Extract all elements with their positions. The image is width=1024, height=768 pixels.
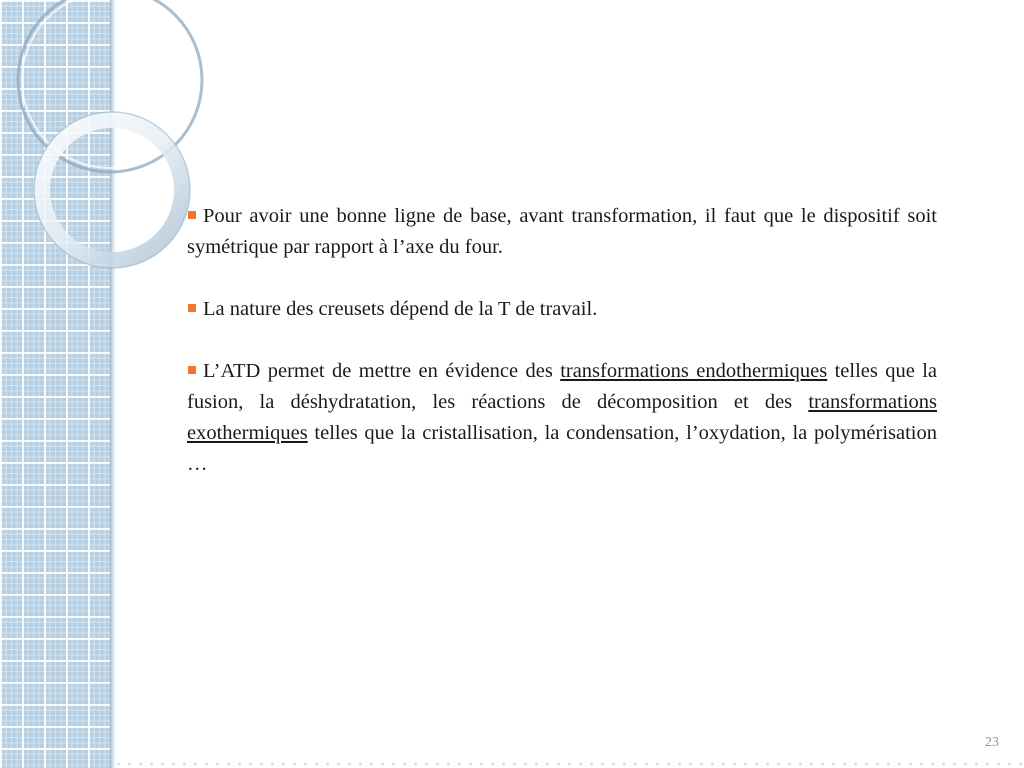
underlined-term-endothermic: transformations endothermiques (560, 360, 828, 382)
bullet-item-crucibles (187, 294, 937, 325)
slide-body (187, 201, 937, 511)
square-bullet-icon (188, 211, 196, 219)
bullet-item-atd (187, 356, 937, 480)
bullet-text: La nature des creusets dépend de la T de travail. (203, 298, 598, 320)
decorative-rings-icon (0, 0, 200, 320)
bottom-dot-border (113, 760, 1024, 768)
underlined-term-exothermic: transformations exothermiques (187, 391, 937, 444)
bullet-item-baseline (187, 201, 937, 263)
square-bullet-icon (188, 366, 196, 374)
bullet-text-part: telles que la cristallisation, la condensation, l’oxydation, la polymérisation … (187, 422, 937, 475)
bullet-text-part: telles que la fusion, la déshydratation, les réactions de décomposition et des (187, 360, 938, 413)
bullet-text: Pour avoir une bonne ligne de base, avant transformation, il faut que le dispositif soit symétrique par rapport à l’axe du four. (187, 205, 937, 258)
bullet-text-part: L’ATD permet de mettre en évidence des (203, 360, 561, 382)
page-number: 23 (985, 735, 999, 750)
square-bullet-icon (188, 304, 196, 312)
